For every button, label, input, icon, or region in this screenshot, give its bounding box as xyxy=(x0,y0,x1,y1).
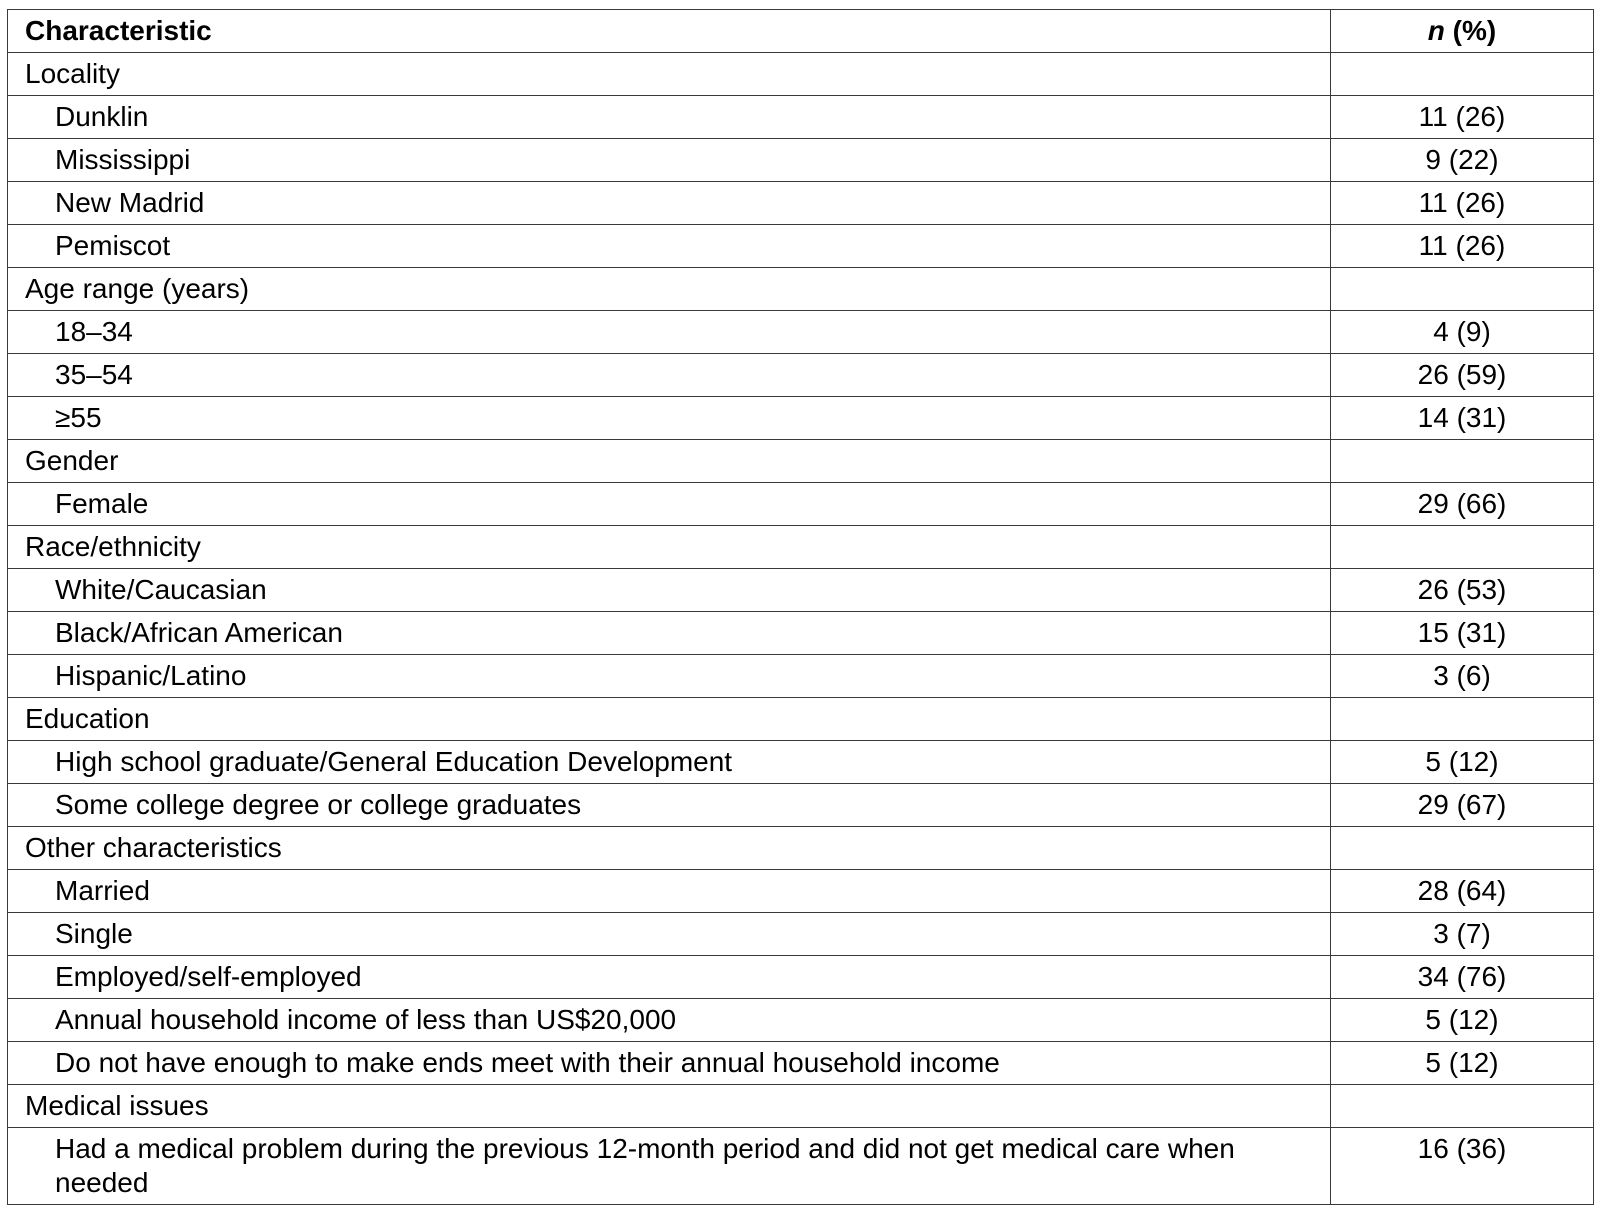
row-value: 9 (22) xyxy=(1331,139,1594,182)
row-label: High school graduate/General Education Development xyxy=(8,741,1331,784)
table-body xyxy=(8,53,1594,1205)
table-row xyxy=(8,354,1594,397)
row-label: Employed/self-employed xyxy=(8,956,1331,999)
row-label: Black/African American xyxy=(8,612,1331,655)
header-row xyxy=(8,10,1594,53)
row-value: 5 (12) xyxy=(1331,741,1594,784)
row-value: 29 (67) xyxy=(1331,784,1594,827)
table-row xyxy=(8,182,1594,225)
category-row xyxy=(8,53,1594,96)
row-value: 16 (36) xyxy=(1331,1128,1594,1205)
row-value: 14 (31) xyxy=(1331,397,1594,440)
row-value: 15 (31) xyxy=(1331,612,1594,655)
row-label: 18–34 xyxy=(8,311,1331,354)
category-label: Age range (years) xyxy=(8,268,1331,311)
row-label: White/Caucasian xyxy=(8,569,1331,612)
table-row xyxy=(8,741,1594,784)
row-label: Pemiscot xyxy=(8,225,1331,268)
row-label: ≥55 xyxy=(8,397,1331,440)
table-row xyxy=(8,139,1594,182)
category-empty-cell xyxy=(1331,526,1594,569)
table-header xyxy=(8,10,1594,53)
category-empty-cell xyxy=(1331,268,1594,311)
row-value: 11 (26) xyxy=(1331,225,1594,268)
row-label: Dunklin xyxy=(8,96,1331,139)
table-row xyxy=(8,999,1594,1042)
category-empty-cell xyxy=(1331,440,1594,483)
category-empty-cell xyxy=(1331,53,1594,96)
row-label: Married xyxy=(8,870,1331,913)
category-row xyxy=(8,827,1594,870)
category-empty-cell xyxy=(1331,698,1594,741)
category-empty-cell xyxy=(1331,827,1594,870)
row-label: Single xyxy=(8,913,1331,956)
n-symbol: n xyxy=(1427,15,1445,46)
percent-label: (%) xyxy=(1444,15,1497,46)
characteristic-column-header: Characteristic xyxy=(8,10,1331,53)
row-label: Mississippi xyxy=(8,139,1331,182)
row-label: Had a medical problem during the previous 12-month period and did not get medical care when needed xyxy=(8,1128,1331,1205)
row-label: Female xyxy=(8,483,1331,526)
row-value: 26 (53) xyxy=(1331,569,1594,612)
table-row xyxy=(8,1128,1594,1205)
table-row xyxy=(8,397,1594,440)
category-row xyxy=(8,440,1594,483)
category-label: Education xyxy=(8,698,1331,741)
category-label: Gender xyxy=(8,440,1331,483)
row-value: 4 (9) xyxy=(1331,311,1594,354)
category-label: Locality xyxy=(8,53,1331,96)
category-empty-cell xyxy=(1331,1085,1594,1128)
table-row xyxy=(8,655,1594,698)
row-value: 3 (6) xyxy=(1331,655,1594,698)
table-row xyxy=(8,956,1594,999)
row-value: 26 (59) xyxy=(1331,354,1594,397)
table-row xyxy=(8,96,1594,139)
category-label: Race/ethnicity xyxy=(8,526,1331,569)
category-label: Other characteristics xyxy=(8,827,1331,870)
category-row xyxy=(8,268,1594,311)
row-value: 5 (12) xyxy=(1331,1042,1594,1085)
table-row xyxy=(8,870,1594,913)
row-value: 29 (66) xyxy=(1331,483,1594,526)
n-percent-column-header xyxy=(1331,10,1594,53)
row-value: 5 (12) xyxy=(1331,999,1594,1042)
row-label: Hispanic/Latino xyxy=(8,655,1331,698)
table-row xyxy=(8,1042,1594,1085)
table-row xyxy=(8,311,1594,354)
category-row xyxy=(8,698,1594,741)
row-label: Do not have enough to make ends meet with their annual household income xyxy=(8,1042,1331,1085)
category-row xyxy=(8,1085,1594,1128)
table-row xyxy=(8,612,1594,655)
category-label: Medical issues xyxy=(8,1085,1331,1128)
row-label: Annual household income of less than US$20,000 xyxy=(8,999,1331,1042)
category-row xyxy=(8,526,1594,569)
row-label: 35–54 xyxy=(8,354,1331,397)
table-row xyxy=(8,784,1594,827)
table-row xyxy=(8,483,1594,526)
table-row xyxy=(8,225,1594,268)
row-value: 28 (64) xyxy=(1331,870,1594,913)
row-label: Some college degree or college graduates xyxy=(8,784,1331,827)
table-row xyxy=(8,913,1594,956)
row-value: 3 (7) xyxy=(1331,913,1594,956)
table-row xyxy=(8,569,1594,612)
row-value: 11 (26) xyxy=(1331,96,1594,139)
row-label: New Madrid xyxy=(8,182,1331,225)
characteristics-table-container xyxy=(7,9,1593,1205)
row-value: 34 (76) xyxy=(1331,956,1594,999)
row-value: 11 (26) xyxy=(1331,182,1594,225)
characteristics-table xyxy=(7,9,1594,1205)
